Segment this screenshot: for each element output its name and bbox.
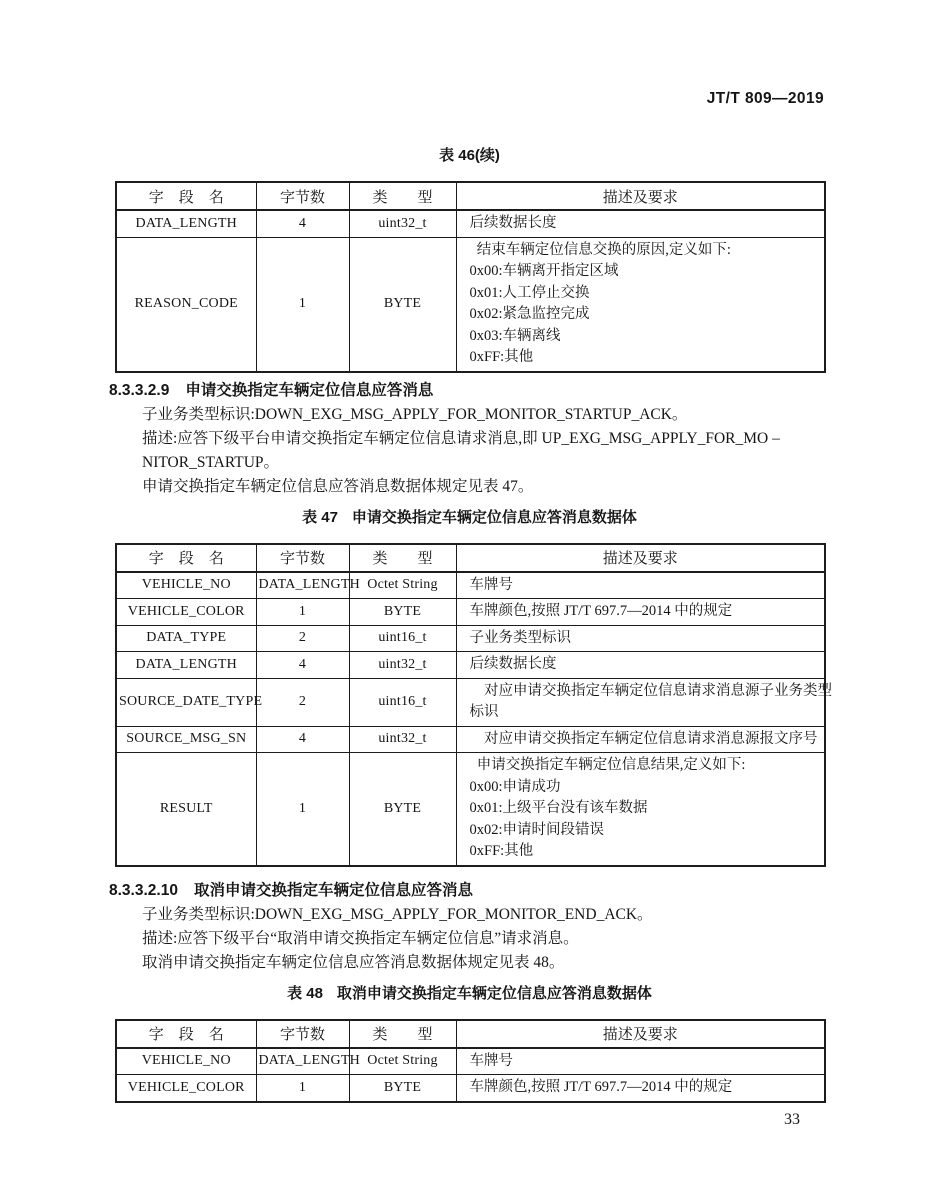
field-name-cell: RESULT bbox=[116, 753, 256, 866]
paragraph-line: 子业务类型标识:DOWN_EXG_MSG_APPLY_FOR_MONITOR_END_ACK。 bbox=[142, 905, 653, 923]
description-line: 0x02:申请时间段错误 bbox=[469, 821, 605, 838]
header-row bbox=[116, 182, 825, 210]
table-row bbox=[116, 753, 825, 866]
paragraph-line: 子业务类型标识:DOWN_EXG_MSG_APPLY_FOR_MONITOR_STARTUP_ACK。 bbox=[142, 405, 688, 423]
byte-count-cell: 1 bbox=[256, 599, 349, 626]
table-48-caption bbox=[115, 985, 824, 1003]
description-line: 车牌颜色,按照 JT/T 697.7—2014 中的规定 bbox=[469, 1079, 733, 1095]
table-caption-title: 取消申请交换指定车辆定位信息应答消息数据体 bbox=[336, 984, 652, 1002]
column-header: 类 型 bbox=[349, 182, 456, 210]
description-cell bbox=[456, 237, 825, 372]
field-name-cell: SOURCE_DATE_TYPE bbox=[116, 678, 256, 726]
column-header: 描述及要求 bbox=[456, 1020, 825, 1048]
byte-count-cell: 4 bbox=[256, 652, 349, 679]
column-header: 字 段 名 bbox=[116, 544, 256, 572]
description-line: 0x00:车辆离开指定区域 bbox=[469, 263, 619, 279]
table-row bbox=[116, 678, 825, 726]
field-name-cell: SOURCE_MSG_SN bbox=[116, 726, 256, 753]
type-cell: BYTE bbox=[349, 753, 456, 866]
table-caption-label: 表 47 bbox=[302, 508, 338, 526]
section-title: 取消申请交换指定车辆定位信息应答消息 bbox=[193, 881, 473, 899]
description-cell bbox=[456, 678, 832, 726]
section-8-3-3-2-10-heading bbox=[109, 881, 940, 900]
paragraph-line: 描述:应答下级平台申请交换指定车辆定位信息请求消息,即 UP_EXG_MSG_APPLY_FOR_MO – bbox=[142, 429, 780, 447]
description-line: 0x02:紧急监控完成 bbox=[469, 306, 590, 322]
description-line: 0xFF:其他 bbox=[469, 349, 534, 365]
description-line: 车牌号 bbox=[469, 1052, 513, 1069]
byte-count-cell: 1 bbox=[256, 1075, 349, 1102]
description-line: 后续数据长度 bbox=[469, 215, 557, 231]
column-header: 字节数 bbox=[256, 544, 349, 572]
type-cell: uint32_t bbox=[349, 726, 456, 753]
column-header: 字 段 名 bbox=[116, 1020, 256, 1048]
field-name-cell: VEHICLE_COLOR bbox=[116, 1075, 256, 1102]
section-number: 8.3.3.2.9 bbox=[109, 381, 170, 399]
section-8-3-3-2-9-body bbox=[142, 403, 940, 499]
byte-count-cell: 1 bbox=[256, 237, 349, 372]
byte-count-cell: 4 bbox=[256, 210, 349, 237]
type-cell: BYTE bbox=[349, 599, 456, 626]
field-name-cell: REASON_CODE bbox=[116, 237, 256, 372]
paragraph-line: NITOR_STARTUP。 bbox=[142, 453, 280, 471]
column-header: 字节数 bbox=[256, 182, 349, 210]
header-row bbox=[116, 544, 825, 572]
byte-count-cell: DATA_LENGTH bbox=[256, 572, 349, 599]
type-cell: uint16_t bbox=[349, 678, 456, 726]
table-47-caption bbox=[115, 509, 824, 527]
table-caption-label: 表 46(续) bbox=[439, 147, 500, 164]
description-line: 车牌颜色,按照 JT/T 697.7—2014 中的规定 bbox=[469, 603, 733, 619]
description-line: 车牌号 bbox=[469, 576, 513, 593]
description-line: 子业务类型标识 bbox=[469, 629, 571, 646]
description-line: 0xFF:其他 bbox=[469, 843, 534, 859]
description-cell bbox=[456, 726, 825, 753]
description-line: 0x03:车辆离线 bbox=[469, 327, 561, 344]
table-row bbox=[116, 572, 825, 599]
table-caption-title: 申请交换指定车辆定位信息应答消息数据体 bbox=[351, 508, 637, 526]
type-cell: BYTE bbox=[349, 1075, 456, 1102]
table-row bbox=[116, 599, 825, 626]
description-line: 结束车辆定位信息交换的原因,定义如下: bbox=[469, 241, 731, 258]
byte-count-cell: DATA_LENGTH bbox=[256, 1048, 349, 1075]
table-row bbox=[116, 237, 825, 372]
description-cell bbox=[456, 572, 825, 599]
description-cell bbox=[456, 1075, 825, 1102]
column-header: 类 型 bbox=[349, 544, 456, 572]
column-header: 类 型 bbox=[349, 1020, 456, 1048]
table-48 bbox=[115, 1019, 826, 1103]
description-cell bbox=[456, 625, 825, 652]
section-8-3-3-2-9-heading bbox=[109, 381, 940, 400]
table-caption-label: 表 48 bbox=[287, 984, 323, 1002]
type-cell: uint32_t bbox=[349, 652, 456, 679]
description-line: 0x00:申请成功 bbox=[469, 778, 561, 795]
field-name-cell: DATA_TYPE bbox=[116, 625, 256, 652]
description-cell bbox=[456, 1048, 825, 1075]
column-header: 描述及要求 bbox=[456, 544, 825, 572]
type-cell: uint16_t bbox=[349, 625, 456, 652]
description-line: 对应申请交换指定车辆定位信息请求消息源子业务类型 bbox=[469, 682, 832, 699]
table-row bbox=[116, 1075, 825, 1102]
paragraph-line: 取消申请交换指定车辆定位信息应答消息数据体规定见表 48。 bbox=[142, 953, 565, 971]
table-row bbox=[116, 210, 825, 237]
description-line: 0x01:上级平台没有该车数据 bbox=[469, 800, 648, 816]
section-8-3-3-2-10-body bbox=[142, 903, 940, 975]
type-cell: Octet String bbox=[349, 1048, 456, 1075]
field-name-cell: VEHICLE_NO bbox=[116, 1048, 256, 1075]
description-line: 申请交换指定车辆定位信息结果,定义如下: bbox=[469, 757, 746, 773]
byte-count-cell: 2 bbox=[256, 678, 349, 726]
field-name-cell: DATA_LENGTH bbox=[116, 210, 256, 237]
table-row bbox=[116, 726, 825, 753]
column-header: 字节数 bbox=[256, 1020, 349, 1048]
description-cell bbox=[456, 210, 825, 237]
type-cell: BYTE bbox=[349, 237, 456, 372]
column-header: 描述及要求 bbox=[456, 182, 825, 210]
standard-code: JT/T 809—2019 bbox=[706, 90, 824, 107]
field-name-cell: DATA_LENGTH bbox=[116, 652, 256, 679]
description-cell bbox=[456, 599, 825, 626]
section-title: 申请交换指定车辆定位信息应答消息 bbox=[185, 381, 434, 399]
description-cell bbox=[456, 652, 825, 679]
field-name-cell: VEHICLE_COLOR bbox=[116, 599, 256, 626]
page-number: 33 bbox=[784, 1110, 800, 1128]
description-line: 0x01:人工停止交换 bbox=[469, 284, 590, 301]
byte-count-cell: 1 bbox=[256, 753, 349, 866]
table-row bbox=[116, 1048, 825, 1075]
byte-count-cell: 2 bbox=[256, 625, 349, 652]
column-header: 字 段 名 bbox=[116, 182, 256, 210]
description-line: 后续数据长度 bbox=[469, 656, 557, 672]
table-46 bbox=[115, 181, 826, 373]
type-cell: Octet String bbox=[349, 572, 456, 599]
table-row bbox=[116, 652, 825, 679]
table-row bbox=[116, 625, 825, 652]
section-number: 8.3.3.2.10 bbox=[109, 881, 178, 899]
byte-count-cell: 4 bbox=[256, 726, 349, 753]
paragraph-line: 申请交换指定车辆定位信息应答消息数据体规定见表 47。 bbox=[142, 477, 534, 495]
type-cell: uint32_t bbox=[349, 210, 456, 237]
field-name-cell: VEHICLE_NO bbox=[116, 572, 256, 599]
table-46-caption bbox=[115, 147, 824, 165]
description-cell bbox=[456, 753, 825, 866]
table-47 bbox=[115, 543, 832, 867]
description-line: 标识 bbox=[469, 704, 499, 720]
header-row bbox=[116, 1020, 825, 1048]
paragraph-line: 描述:应答下级平台“取消申请交换指定车辆定位信息”请求消息。 bbox=[142, 929, 579, 947]
description-line: 对应申请交换指定车辆定位信息请求消息源报文序号 bbox=[469, 730, 818, 747]
